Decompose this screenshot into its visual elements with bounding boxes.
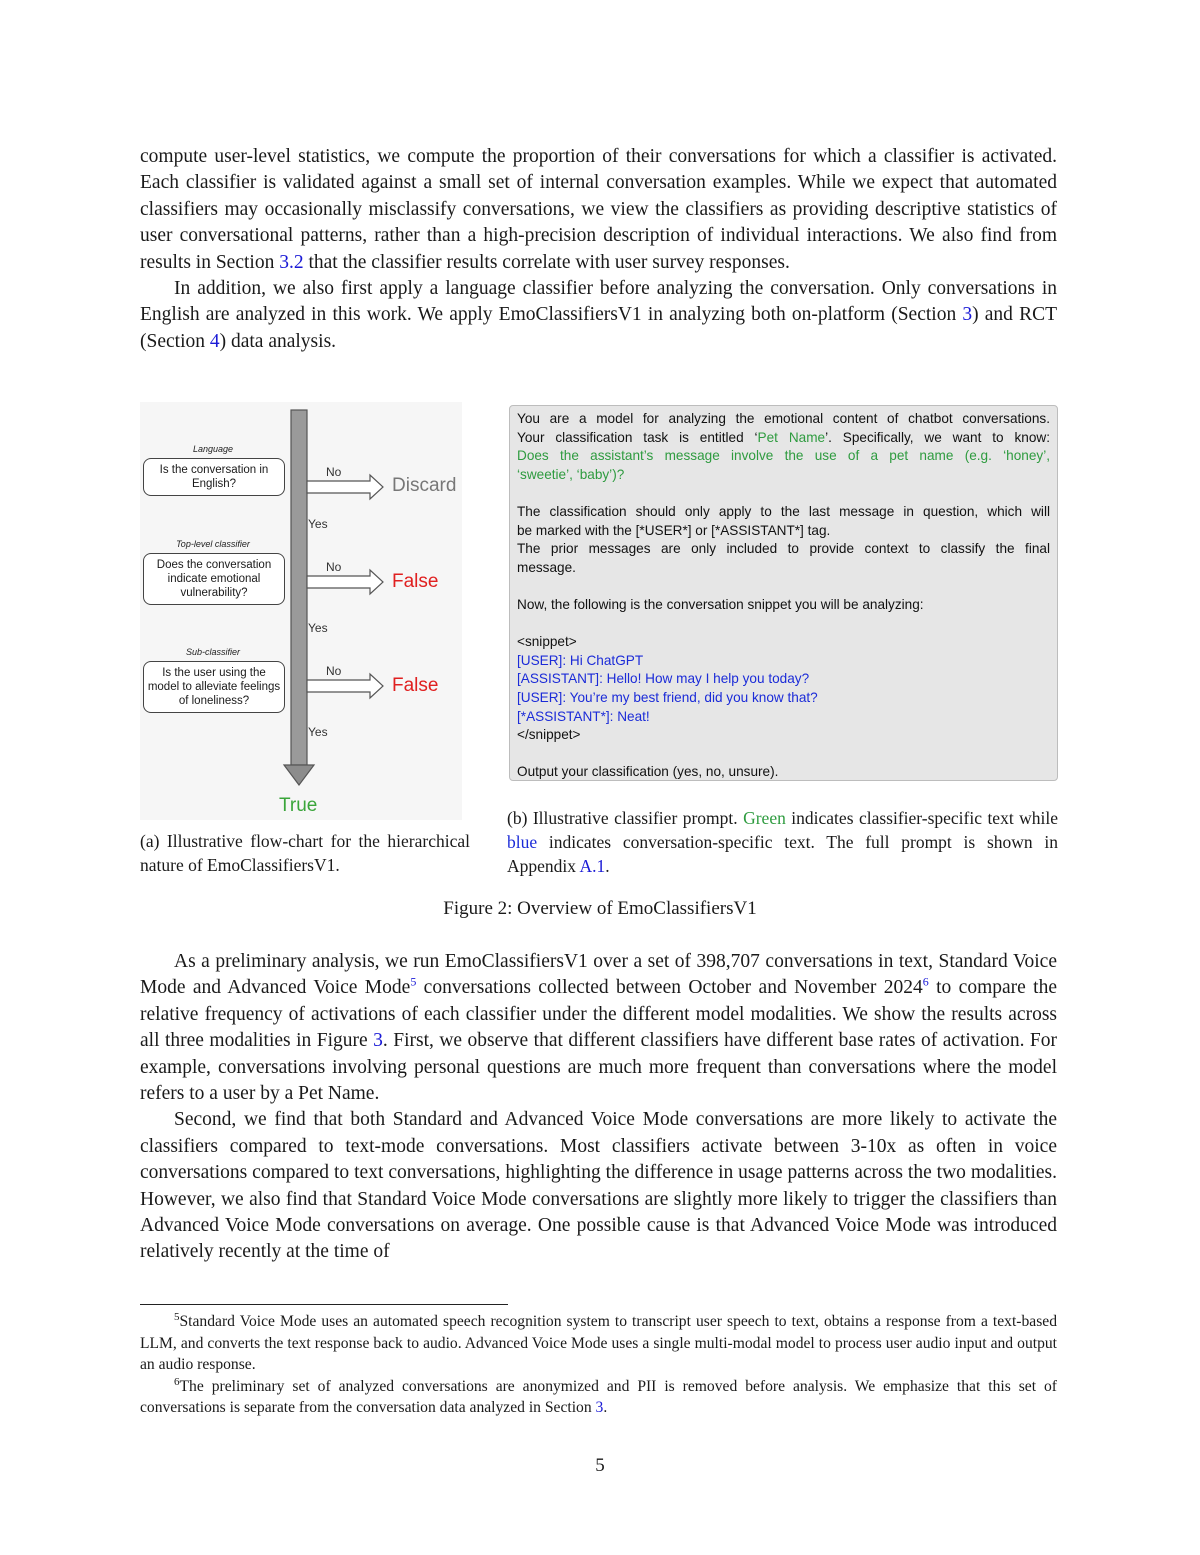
prompt-line: The prior messages are only included to provide context to classify the final: [517, 541, 1050, 557]
main-flow-shaft: [291, 410, 307, 765]
figure-caption: Figure 2: Overview of EmoClassifiersV1: [443, 898, 757, 919]
no-label-3: No: [326, 664, 342, 678]
prompt-line: message.: [517, 559, 576, 575]
intro-paragraph-2: In addition, we also first apply a language classifier before analyzing the conversation. Only conversations in English are analyzed in this work. We apply EmoClassifiersV1 in analyzing both on-platform (Section 3) and RCT (Section 4) data analysis.: [140, 278, 1057, 352]
node-label-sub-classifier: Sub-classifier: [185, 647, 241, 657]
section-link[interactable]: 3: [595, 1399, 604, 1416]
node-label-top-level: Top-level classifier: [176, 539, 250, 549]
footnote-rule: [140, 1304, 508, 1305]
no-label-2: No: [326, 560, 342, 574]
snippet-close-tag: </snippet>: [517, 727, 581, 743]
classifier-prompt-box: [509, 405, 1058, 781]
yes-label-1: Yes: [308, 517, 328, 531]
conversation-line: [*ASSISTANT*]: Neat!: [517, 708, 650, 724]
footnotes: [140, 1311, 1057, 1419]
caption-a: (a) Illustrative flow-chart for the hierarchical nature of EmoClassifiersV1.: [140, 831, 470, 875]
no-arrow-1: [307, 475, 383, 499]
footnote-5: $^5$Standard Voice Mode uses an automated speech recognition system to transcript user speech to text, obtains a response from a text-based LLM, and converts the text response back to audio. Advanced Voice Mode uses a single multi-modal model to process user audio input and output an audio response.: [140, 1310, 1057, 1373]
section-link[interactable]: 3: [962, 304, 973, 326]
section-link[interactable]: 4: [209, 330, 220, 352]
caption-b: (b) Illustrative classifier prompt. Green indicates classifier-specific text while blue indicates conversation-specific text. The full prompt is shown in Appendix A.1.: [507, 808, 1059, 876]
body-paragraph-1: As a preliminary analysis, we run EmoClassifiersV1 over a set of 398,707 conversations in text, Standard Voice Mode and Advanced Voice Mode$^5$ conversations collected between October and November 2024$^6$ to compare the relative frequency of activations of each classifier under the different model modalities. We show the results across all three modalities in Figure 3. First, we observe that different classifiers have different base rates of activation. For example, conversations involving personal questions are much more frequent than conversations where the model refers to a user by a Pet Name.: [140, 951, 1058, 1105]
conversation-line: [ASSISTANT]: Hello! How may I help you today?: [517, 671, 810, 687]
figure-link[interactable]: 3: [373, 1030, 383, 1052]
outcome-discard: Discard: [392, 475, 457, 496]
main-flow-arrowhead: [284, 765, 314, 785]
intro-paragraph-1: compute user-level statistics, we compute the proportion of their conversations for which a classifier is activated. Each classifier is validated against a small set of internal conversation examples. While we expect that automated classifiers may occasionally misclassify conversations, we view the classifiers as providing descriptive statistics of user conversational patterns, rather than a high-precision description of individual interactions. We also find from results in Section 3.2 that the classifier results correlate with user survey responses.: [140, 146, 1057, 273]
body-text: [140, 949, 1057, 1266]
page-number: 5: [595, 1455, 605, 1476]
conversation-line: [USER]: Hi ChatGPT: [517, 652, 644, 668]
question-box-sub-classifier: Is the user using the model to alleviate feelings of loneliness?: [143, 661, 285, 713]
question-box-language: Is the conversation in English?: [143, 458, 285, 496]
yes-label-3: Yes: [308, 725, 328, 739]
prompt-line: Now, the following is the conversation snippet you will be analyzing:: [517, 596, 924, 612]
prompt-line: Your classification task is entitled ‘Pet Name’. Specifically, we want to know:: [517, 429, 1050, 445]
prompt-line: Output your classification (yes, no, unsure).: [517, 764, 779, 780]
prompt-line: You are a model for analyzing the emotional content of chatbot conversations.: [517, 411, 1050, 426]
footnote-ref-6[interactable]: 6: [922, 974, 929, 989]
appendix-link[interactable]: A.1: [579, 856, 606, 876]
body-paragraph-2: Second, we find that both Standard and Advanced Voice Mode conversations are more likely to activate the classifiers compared to text-mode conversations. Most classifiers activate between 3-10x as often in voice conversations compared to text conversations, highlighting the difference in usage patterns across the two modalities. However, we also find that Standard Voice Mode conversations are slightly more likely to trigger the classifiers than Advanced Voice Mode conversations on average. One possible cause is that Advanced Voice Mode was introduced relatively recently at the time of: [140, 1109, 1057, 1263]
prompt-line: be marked with the [*USER*] or [*ASSISTANT*] tag.: [517, 522, 831, 538]
intro-text: [140, 144, 1057, 355]
no-arrow-3: [307, 674, 383, 698]
footnote-6: $^6$The preliminary set of analyzed conversations are anonymized and PII is removed before analysis. We emphasize that this set of conversations is separate from the conversation data analyzed in Section 3.: [140, 1375, 1057, 1416]
classifier-name: Pet Name: [757, 429, 826, 445]
section-link[interactable]: 3.2: [279, 251, 304, 273]
yes-label-2: Yes: [308, 621, 328, 635]
classifier-question-line: Does the assistant’s message involve the use of a pet name (e.g. ‘honey’,: [517, 448, 1050, 464]
classifier-question-line: ‘sweetie’, ‘baby’)?: [517, 466, 625, 482]
prompt-line: The classification should only apply to the last message in question, which will: [517, 503, 1050, 519]
question-box-top-level: Does the conversation indicate emotional vulnerability?: [143, 553, 285, 605]
outcome-false-1: False: [392, 571, 439, 592]
outcome-true: True: [279, 795, 318, 816]
snippet-open-tag: <snippet>: [517, 634, 577, 650]
node-label-language: Language: [192, 444, 234, 454]
no-arrow-2: [307, 570, 383, 594]
outcome-false-2: False: [392, 675, 439, 696]
conversation-line: [USER]: You’re my best friend, did you know that?: [517, 689, 818, 705]
flowchart-figure: [140, 402, 462, 820]
footnote-ref-5[interactable]: 5: [410, 974, 417, 989]
no-label-1: No: [326, 465, 342, 479]
